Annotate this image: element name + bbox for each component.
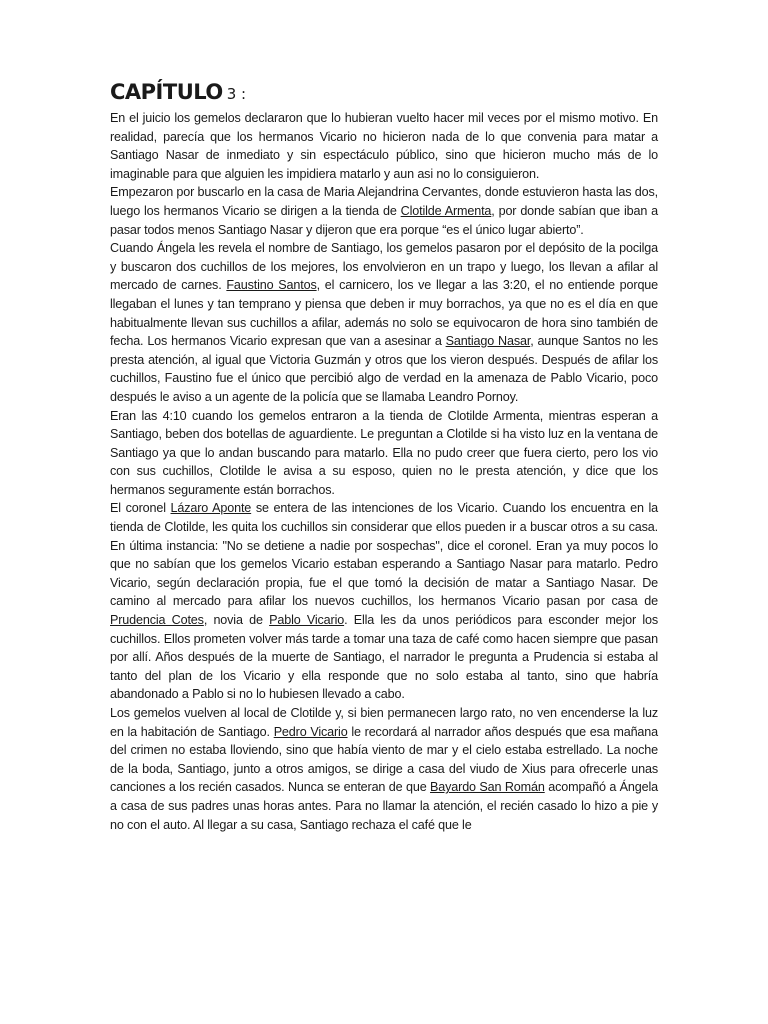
- text-span: El coronel: [110, 501, 171, 516]
- text-span: , por donde sabían que iban a pasar todos menos Santiago Nasar y dijeron que era porque “es el único lugar abierto”.: [110, 203, 658, 237]
- body-text: [110, 109, 658, 834]
- chapter-title: CAPÍTULO: [110, 80, 223, 104]
- paragraph-2: [110, 183, 658, 239]
- name-clotilde-armenta: Clotilde Armenta: [400, 203, 492, 218]
- name-santiago-nasar: Santiago Nasar: [445, 334, 531, 349]
- text-span: En el juicio los gemelos declararon que lo hubieran vuelto hacer mil veces por el mismo motivo. En realidad, parecía que los hermanos Vicario no hicieron nada de lo que convenia para matar a Santiago Nasar de inmediato y sin espectáculo público, sino que hicieron mucho más de lo imaginable para que alguien les impidiera matarlo y aun asi no lo consiguieron.: [110, 111, 658, 181]
- text-span: acompañó a Ángela a casa de sus padres unas horas antes. Para no llamar la atención, el recién casado lo hizo a pie y no con el auto. Al llegar a su casa, Santiago rechaza el café que le: [110, 780, 658, 832]
- text-span: Cuando Ángela les revela el nombre de Santiago, los gemelos pasaron por el depósito de la pocilga y buscaron dos cuchillos de los mejores, los envolvieron en un trapo y luego, los llevan a afilar al mercado de carnes.: [110, 241, 658, 293]
- document-page: [110, 82, 658, 834]
- name-bayardo-san-roman: Bayardo San Román: [430, 780, 545, 795]
- text-span: . Ella les da unos periódicos para esconder mejor los cuchillos. Ellos prometen volver más tarde a tomar una taza de café como hacen siempre que pasan por allí. Años después de la muerte de Santiago, el narrador le pregunta a Prudencia si estaba al tanto del plan de los Vicario y ella responde que no solo estaba al tanto, sino que habría abandonado a Pablo si no lo hubiesen llevado a cabo.: [110, 613, 659, 702]
- name-pedro-vicario: Pedro Vicario: [273, 724, 348, 739]
- text-span: , novia de: [203, 613, 270, 628]
- chapter-number: 3 :: [226, 85, 247, 103]
- text-span: , el carnicero, los ve llegar a las 3:20, el no entiende porque llegaban el lunes y tan temprano y piensa que deben ir muy borrachos, ya que no es el día en que habitualmente llevan sus cuchillos a afilar, además no solo se equivocaron de hora sino también de fecha. Los hermanos Vicario expresan que van a asesinar a: [110, 278, 658, 349]
- name-faustino-santos: Faustino Santos: [226, 278, 317, 293]
- name-prudencia-cotes: Prudencia Cotes: [110, 613, 204, 628]
- paragraph-3: [110, 239, 658, 406]
- text-span: , aunque Santos no les presta atención, al igual que Victoria Guzmán y otros que los vieron después. Después de afilar los cuchillos, Faustino fue el único que percibió algo de verdad en la amenaza de Pablo Vicario, poco después le aviso a un agente de la policía que se llamaba Leandro Pornoy.: [110, 334, 658, 404]
- name-lazaro-aponte: Lázaro Aponte: [170, 501, 252, 516]
- text-span: Eran las 4:10 cuando los gemelos entraron a la tienda de Clotilde Armenta, mientras esperan a Santiago, beben dos botellas de aguardiente. Le preguntan a Clotilde si ha visto luz en la ventana de Santiago ya que lo andan buscando para matarlo. Ella no pudo creer que fuera cierto, pero los vio con sus cuchillos, Clotilde le avisa a su esposo, quien no le presta atención, y dice que los hermanos seguramente están borrachos.: [110, 408, 658, 497]
- paragraph-5: [110, 499, 658, 704]
- text-span: Los gemelos vuelven al local de Clotilde y, si bien permanecen largo rato, no ven encenderse la luz en la habitación de Santiago.: [110, 706, 658, 739]
- name-pablo-vicario: Pablo Vicario: [269, 613, 345, 628]
- paragraph-1: [110, 109, 658, 183]
- text-span: Empezaron por buscarlo en la casa de Maria Alejandrina Cervantes, donde estuvieron hasta las dos, luego los hermanos Vicario se dirigen a la tienda de: [110, 185, 658, 218]
- paragraph-6: [110, 704, 658, 834]
- text-span: se entera de las intenciones de los Vicario. Cuando los encuentra en la tienda de Clotilde, les quita los cuchillos sin considerar que ellos pueden ir a buscar otros a su casa. En última instancia: "No se detiene a nadie por sospechas", dice el coronel. Eran ya muy pocos lo que no sabían que los gemelos Vicario estaban esperando a Santiago Nasar para matarlo. Pedro Vicario, según declaración propia, fue el que tomó la decisión de matar a Santiago Nasar. De camino al mercado para afilar los nuevos cuchillos, los hermanos Vicario pasan por casa de: [110, 501, 658, 609]
- paragraph-4: [110, 407, 658, 500]
- text-span: le recordará al narrador años después que esa mañana del crimen no estaba lloviendo, sino que había viento de mar y el cielo estaba estrellado. La noche de la boda, Santiago, junto a otros amigos, se dirige a casa del viudo de Xius para ofrecerle unas canciones a los recién casados. Nunca se enteran de que: [110, 724, 658, 795]
- chapter-heading: [110, 82, 658, 103]
